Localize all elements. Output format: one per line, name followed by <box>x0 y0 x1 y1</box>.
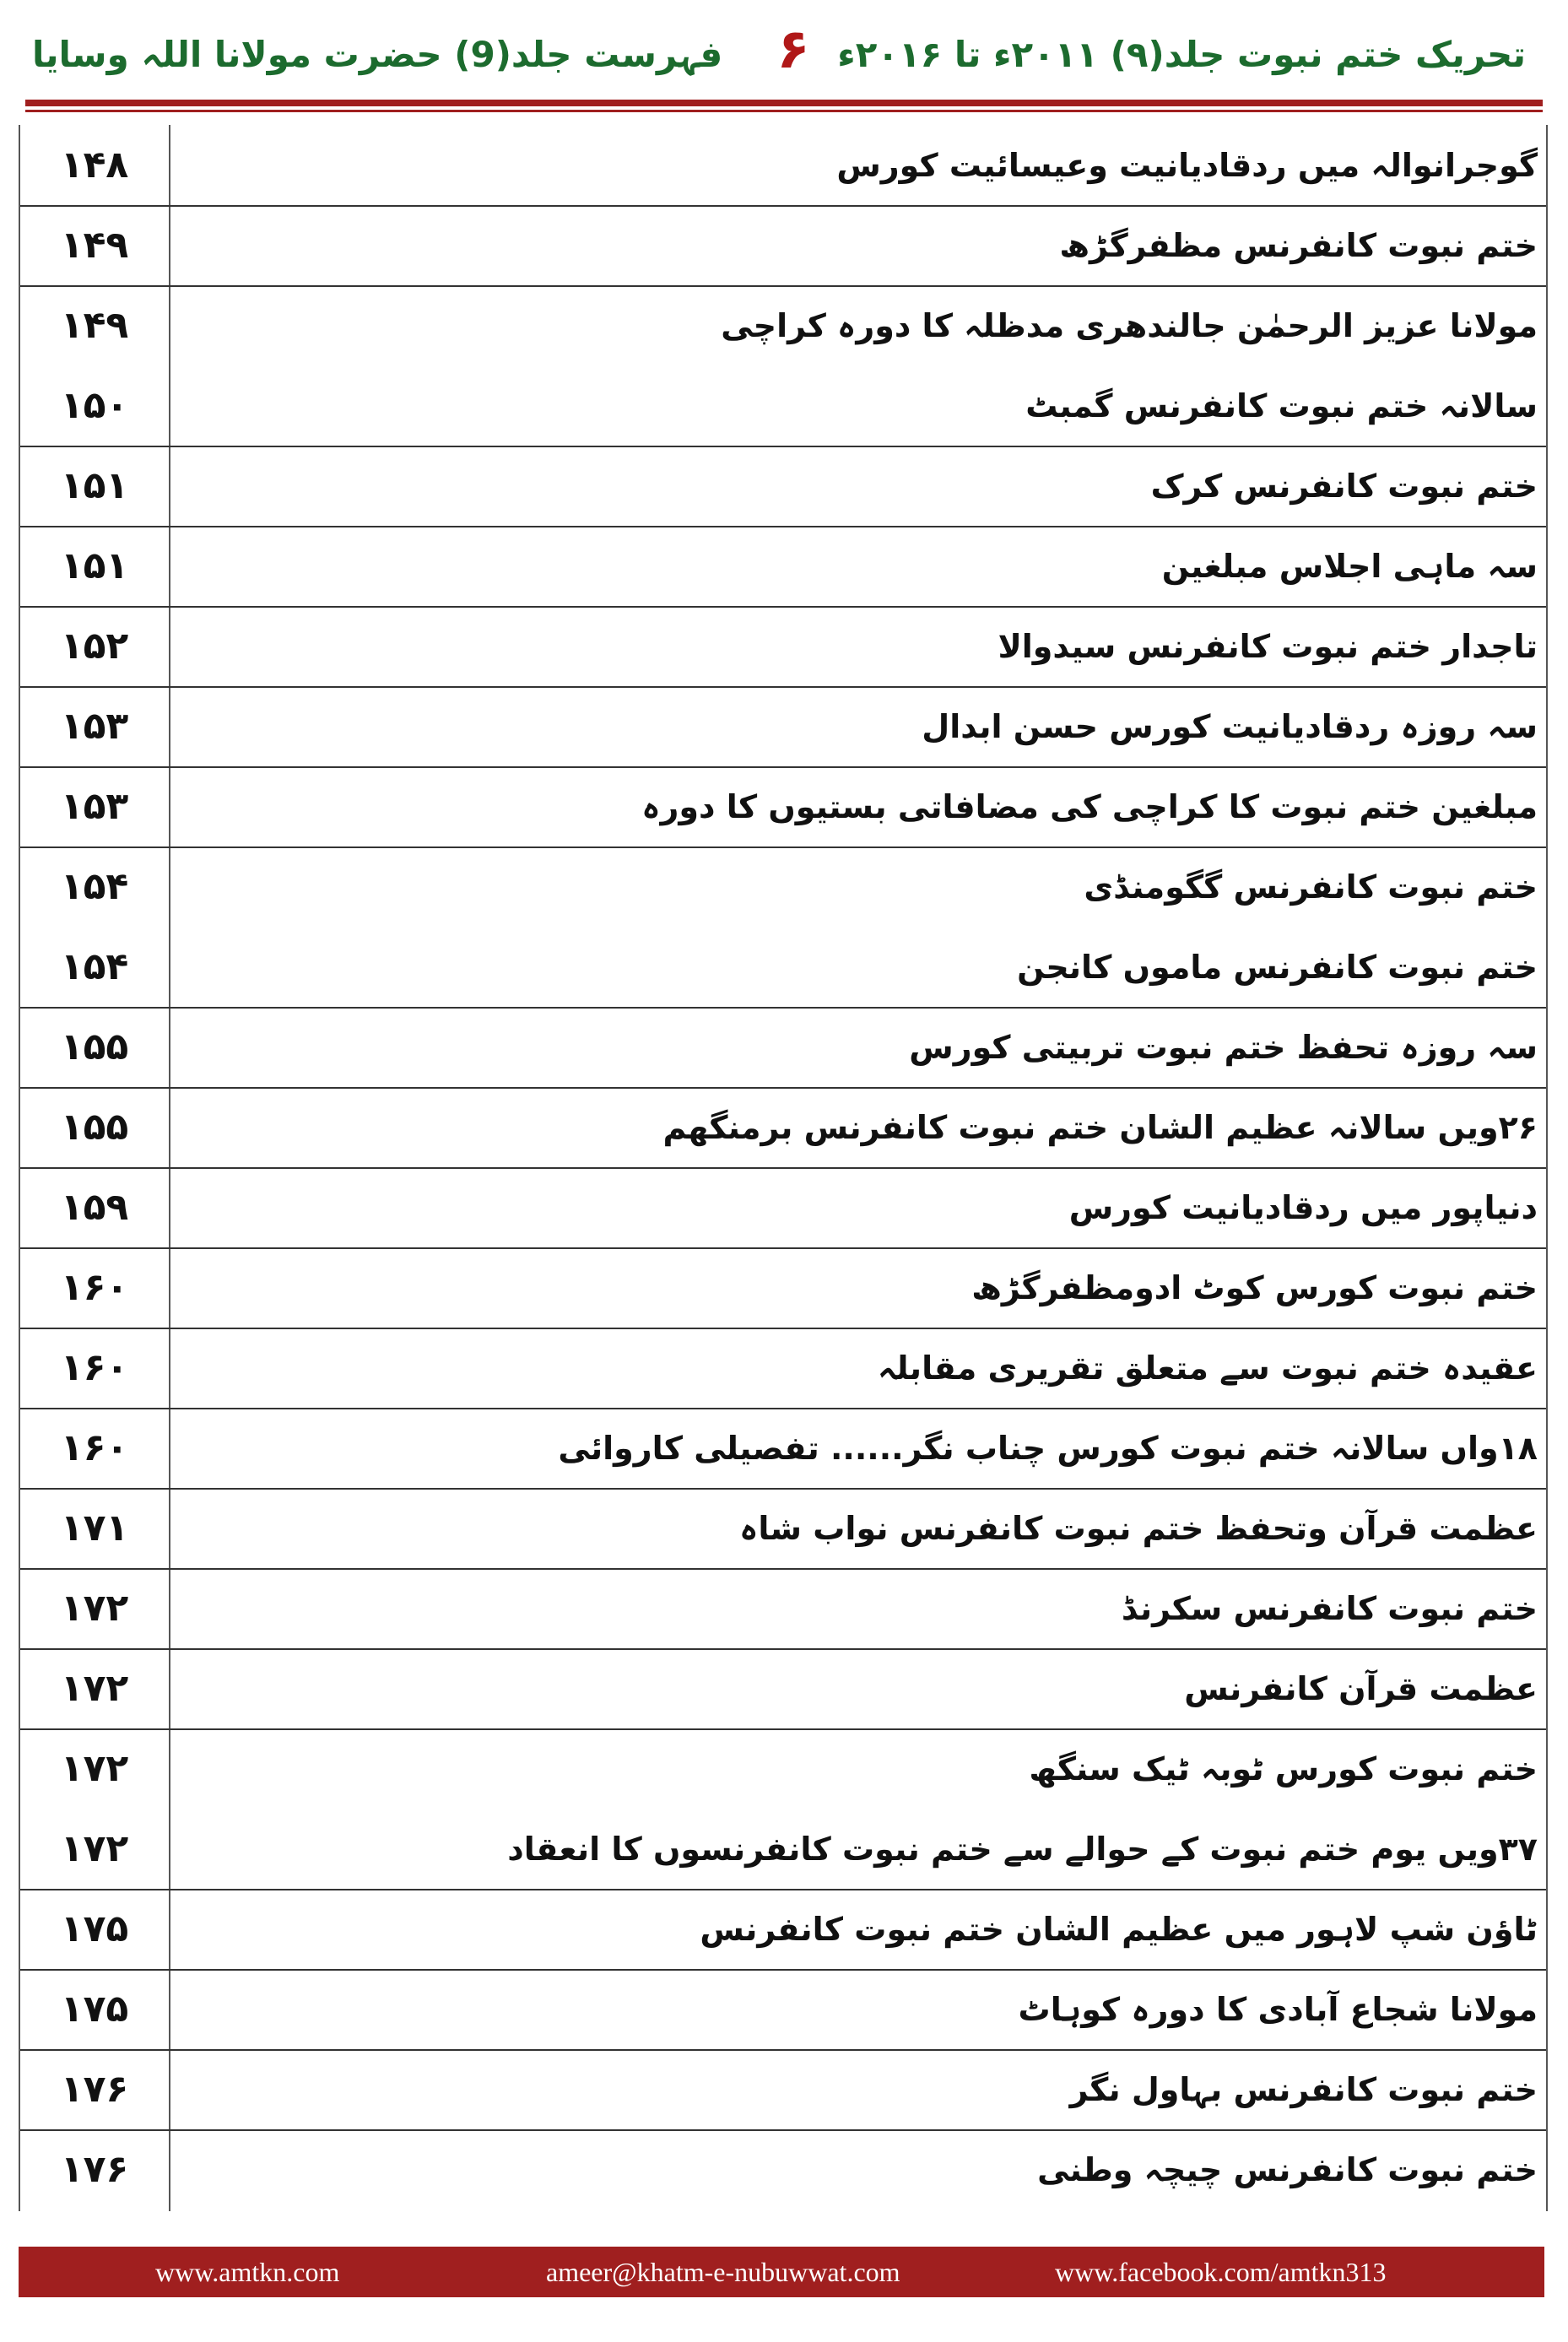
table-row <box>20 2049 1546 2131</box>
footer-facebook-link[interactable]: www.facebook.com/amtkn313 <box>1055 2256 1387 2287</box>
table-row <box>20 1728 1546 1809</box>
entry-page-number: ۱۵۵ <box>60 1025 129 1068</box>
table-row <box>20 1568 1546 1650</box>
entry-title: ختم نبوت کانفرنس سکرنڈ <box>1121 1589 1538 1627</box>
entry-title: تاجدار ختم نبوت کانفرنس سیدوالا <box>998 627 1538 665</box>
entry-title: سہ روزہ تحفظ ختم نبوت تربیتی کورس <box>909 1028 1538 1066</box>
header-index-title: فہرست جلد(9) حضرت مولانا اللہ وسایا <box>32 34 723 75</box>
entry-page-number: ۱۵۰ <box>60 384 129 427</box>
table-row <box>20 1247 1546 1329</box>
entry-page-number: ۱۷۱ <box>60 1506 129 1550</box>
entry-title: ۱۸واں سالانہ ختم نبوت کورس چناب نگر...... تفصیلی کاروائی <box>558 1429 1538 1467</box>
entry-page-number: ۱۵۲ <box>60 625 129 668</box>
entry-title: مولانا عزیز الرحمٰن جالندھری مدظلہ کا دورہ کراچی <box>721 306 1538 344</box>
entry-page-number: ۱۴۹ <box>60 224 129 267</box>
table-of-contents <box>19 125 1548 2211</box>
table-row <box>20 2129 1546 2209</box>
entry-title: ۲۶ویں سالانہ عظیم الشان ختم نبوت کانفرنس برمنگھم <box>662 1108 1538 1146</box>
header-rule-thin <box>25 110 1543 112</box>
entry-title: ختم نبوت کورس کوٹ ادومظفرگڑھ <box>971 1268 1538 1306</box>
entry-page-number: ۱۴۹ <box>60 304 129 347</box>
entry-page-number: ۱۵۴ <box>60 865 129 908</box>
entry-title: سہ روزہ ردقادیانیت کورس حسن ابدال <box>922 707 1538 745</box>
entry-page-number: ۱۵۳ <box>60 785 129 828</box>
table-row <box>20 125 1546 207</box>
entry-title: سہ ماہی اجلاس مبلغین <box>1161 547 1538 585</box>
entry-title: عظمت قرآن وتحفظ ختم نبوت کانفرنس نواب شاہ <box>739 1509 1538 1547</box>
entry-page-number: ۱۷۶ <box>60 2068 129 2111</box>
entry-title: ختم نبوت کانفرنس گگومنڈی <box>1084 868 1538 906</box>
table-row <box>20 205 1546 287</box>
table-row <box>20 606 1546 688</box>
footer-website-link[interactable]: www.amtkn.com <box>155 2256 340 2287</box>
table-row <box>20 1809 1546 1890</box>
table-row <box>20 1328 1546 1409</box>
entry-title: گوجرانوالہ میں ردقادیانیت وعیسائیت کورس <box>836 146 1538 184</box>
entry-title: ختم نبوت کانفرنس مظفرگڑھ <box>1059 226 1538 264</box>
table-row <box>20 1007 1546 1089</box>
entry-page-number: ۱۵۹ <box>60 1186 129 1229</box>
table-row <box>20 285 1546 365</box>
entry-title: ختم نبوت کانفرنس چیچہ وطنی <box>1037 2150 1538 2188</box>
entry-page-number: ۱۵۱ <box>60 464 129 507</box>
table-row <box>20 686 1546 768</box>
entry-title: ختم نبوت کانفرنس بہاول نگر <box>1069 2070 1538 2108</box>
entry-page-number: ۱۷۲ <box>60 1827 129 1870</box>
entry-title: ٹاؤن شپ لاہور میں عظیم الشان ختم نبوت کانفرنس <box>700 1910 1538 1948</box>
entry-page-number: ۱۶۰ <box>60 1426 129 1469</box>
footer-bar <box>19 2247 1544 2297</box>
table-row <box>20 446 1546 527</box>
header-book-title: تحریک ختم نبوت جلد(۹) ۲۰۱۱ء تا ۲۰۱۶ء <box>837 34 1526 75</box>
entry-page-number: ۱۵۱ <box>60 544 129 587</box>
entry-page-number: ۱۵۴ <box>60 945 129 988</box>
entry-title: مبلغین ختم نبوت کا کراچی کی مضافاتی بستیوں کا دورہ <box>641 787 1538 825</box>
entry-page-number: ۱۷۵ <box>60 1907 129 1950</box>
table-row <box>20 1488 1546 1570</box>
entry-page-number: ۱۴۸ <box>60 143 129 187</box>
entry-title: عقیدہ ختم نبوت سے متعلق تقریری مقابلہ <box>878 1349 1538 1387</box>
entry-page-number: ۱۷۲ <box>60 1587 129 1630</box>
table-row <box>20 1408 1546 1490</box>
table-row <box>20 1648 1546 1730</box>
entry-title: سالانہ ختم نبوت کانفرنس گمبٹ <box>1025 387 1538 425</box>
entry-title: ختم نبوت کانفرنس کرک <box>1150 467 1538 505</box>
table-row <box>20 1969 1546 2051</box>
entry-page-number: ۱۷۶ <box>60 2148 129 2191</box>
table-row <box>20 365 1546 447</box>
entry-title: ۳۷ویں یوم ختم نبوت کے حوالے سے ختم نبوت کانفرنسوں کا انعقاد <box>507 1830 1538 1868</box>
table-row <box>20 766 1546 848</box>
table-row <box>20 526 1546 608</box>
entry-title: ختم نبوت کانفرنس ماموں کانجن <box>1017 948 1538 986</box>
entry-page-number: ۱۵۳ <box>60 705 129 748</box>
entry-page-number: ۱۷۲ <box>60 1667 129 1710</box>
entry-page-number: ۱۷۵ <box>60 1988 129 2031</box>
entry-title: دنیاپور میں ردقادیانیت کورس <box>1068 1188 1538 1226</box>
table-row <box>20 1167 1546 1249</box>
table-row <box>20 1889 1546 1971</box>
header-rule-thick <box>25 100 1543 106</box>
footer-email-link[interactable]: ameer@khatm-e-nubuwwat.com <box>546 2256 900 2287</box>
entry-page-number: ۱۶۰ <box>60 1346 129 1389</box>
entry-page-number: ۱۷۲ <box>60 1747 129 1790</box>
entry-page-number: ۱۵۵ <box>60 1106 129 1149</box>
entry-title: عظمت قرآن کانفرنس <box>1184 1669 1538 1707</box>
page-number: ۶ <box>776 19 810 81</box>
entry-title: ختم نبوت کورس ٹوبہ ٹیک سنگھ <box>1029 1750 1538 1788</box>
entry-page-number: ۱۶۰ <box>60 1266 129 1309</box>
table-row <box>20 846 1546 927</box>
entry-title: مولانا شجاع آبادی کا دورہ کوہاٹ <box>1018 1990 1538 2028</box>
table-row <box>20 927 1546 1009</box>
table-row <box>20 1087 1546 1169</box>
